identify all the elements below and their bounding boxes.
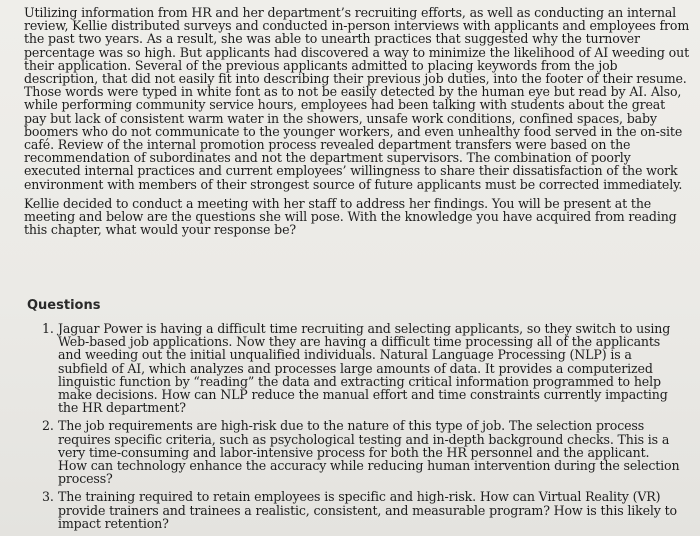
question-number: 3. [42,489,54,505]
question-number: 1. [42,321,54,336]
question-number: 2. [42,418,54,434]
question-item-3 [42,490,682,530]
case-study-paragraph-2: Kellie decided to conduct a meeting with her staff to address her findings. You will be present at the meeting and below are the questions she will pose. With the knowledge you have acquired from reading this chapter, what would your response be? [24,195,677,238]
question-text: Jaguar Power is having a difficult time recruiting and selecting applicants, so they switch to using Web-based job applications. Now they are having a difficult time processing all of the applicants and weeding out the initial unqualified individuals. Natural Language Processing (NLP) is a subfield of AI, which analyzes and processes large amounts of data. It provides a computerized linguistic function by “reading” the data and extracting critical information programmed to help make decisions. How can NLP reduce the manual effort and time constraints currently impacting the HR department? [58,321,671,416]
question-text: The training required to retain employees is specific and high-risk. How can Virtual Reality (VR) provide trainers and trainees a realistic, consistent, and measurable program? How is this likely to impact retention? [58,489,677,531]
question-item-2 [42,419,682,485]
case-study-paragraph-1: Utilizing information from HR and her department’s recruiting efforts, as well as conducting an internal review, Kellie distributed surveys and conducted in-person interviews with applicants and employees from the past two years. As a result, she was able to unearth practices that suggested why the turnover percentage was so high. But applicants had discovered a way to minimize the likelihood of AI weeding out their application. Several of the previous applicants admitted to placing keywords from the job description, that did not easily fit into describing their previous job duties, into the footer of their resume. Those words were typed in white font as to not be easily detected by the human eye but read by AI. Also, while performing community service hours, employees had been talking with students about the great pay but lack of consistent warm water in the showers, unsafe work conditions, confined spaces, baby boomers who do not communicate to the younger workers, and even unhealthy food served in the on-site café. Review of the internal promotion process revealed department transfers were based on the recommendation of subordinates and not the department supervisors. The combination of poorly executed internal practices and current employees’ willingness to share their dissatisfaction of the work environment with members of their strongest source of future applicants must be corrected immediately. [24,5,690,192]
question-item-1 [42,322,682,414]
case-study-text [24,6,690,236]
questions-heading: Questions [27,298,101,313]
questions-list [42,322,682,530]
question-text: The job requirements are high-risk due to the nature of this type of job. The selection process requires specific criteria, such as psychological testing and in-depth background checks. This is a very time-consuming and labor-intensive process for both the HR personnel and the applicant. How can technology enhance the accuracy while reducing human intervention during the selection process? [58,418,680,487]
